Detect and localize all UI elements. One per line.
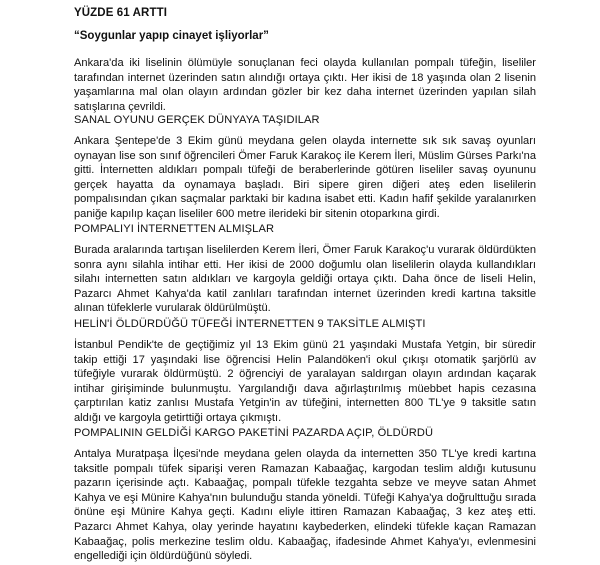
section-heading-1: SANAL OYUNU GERÇEK DÜNYAYA TAŞIDILAR bbox=[74, 114, 320, 126]
section-heading-2: POMPALIYI İNTERNETTEN ALMIŞLAR bbox=[74, 223, 275, 235]
section-body-2: Burada aralarında tartışan liselilerden Kerem İleri, Ömer Faruk Karakoç'u vurarak öldürdükten sonra aynı silahla intihar etti. Her ikisi de 2000 doğumlu olan liselilerin olayda kullandıkları silahı internetten satın aldıkları ve kargoyla geldiği ortaya çıktı. Daha önce de liseli Helin, Pazarcı Ahmet Kahya'da katil zanlıları tarafından internet üzerinden kredi kartına taksitle alınan tüfeklerle vurularak öldürülmüştü. bbox=[74, 244, 536, 315]
section-heading-4: POMPALININ GELDİĞİ KARGO PAKETİNİ PAZARDA AÇIP, ÖLDÜRDÜ bbox=[74, 427, 434, 439]
section-heading-3: HELİN'İ ÖLDÜRDÜĞÜ TÜFEĞİ İNTERNETTEN 9 TAKSİTLE ALMIŞTI bbox=[74, 318, 426, 330]
article-title: YÜZDE 61 ARTTI bbox=[74, 7, 167, 19]
section-body-1: Ankara Şentepe'de 3 Ekim günü meydana gelen olayda internette sık sık savaş oyunları oynayan lise son sınıf öğrencileri Ömer Faruk Karakoç ile Kerem İleri, Müslim Gürses Parkı'na gitti. İnternetten aldıkları pompalı tüfeği de beraberlerinde götüren liseliler savaş oyununu gerçek hayatta da oynamaya başladı. Biri sipere giren diğeri ateş eden liselilerin pompalısından çıkan saçmalar parktaki bir kadına isabet etti. Kadın hafif şekilde yaralanırken paniğe kapılıp kaçan liseliler 600 metre ilerideki bir sitenin otoparkına girdi. bbox=[74, 135, 536, 220]
section-body-4: Antalya Muratpaşa İlçesi'nde meydana gelen olayda da internetten 350 TL'ye kredi kartına taksitle pompalı tüfek siparişi veren Ramazan Kabaağaç, kargodan teslim aldığı kutusunu pazarın içerisinde açtı. Kabaağaç, pompalı tüfekle tezgahta sebze ve meyve satan Ahmet Kahya ve eşi Münire Kahya'nın bulunduğu standa yöneldi. Tüfeği Kahya'ya doğrulttuğu sırada önüne eşi Münire Kahya geçti. Kadını eliyle ittiren Ramazan Kabaağaç, 3 kez ateş etti. Pazarcı Ahmet Kahya, olay yerinde hayatını kaybederken, elindeki tüfekle kaçan Ramazan Kabaağaç, polis merkezine teslim oldu. Kabaağaç, ifadesinde Ahmet Kahya'yı, evlenmesini engellediği için öldürdüğünü söyledi. bbox=[74, 448, 536, 563]
intro-paragraph: Ankara'da iki liselinin ölümüyle sonuçlanan feci olayda kullanılan pompalı tüfeğin, liseliler tarafından internet üzerinden satın alındığı ortaya çıktı. Her ikisi de 18 yaşında olan 2 lisenin yaşamlarına mal olan olayın ardından gözler bir kez daha internet üzerinden yapılan silah satışlarına çevrildi. bbox=[74, 57, 536, 113]
section-body-3: İstanbul Pendik'te de geçtiğimiz yıl 13 Ekim günü 21 yaşındaki Mustafa Yetgin, bir süredir takip ettiği 17 yaşındaki lise öğrencisi Helin Palandöken'i okul çıkışı otomatik şarjörlü av tüfeğiyle vurarak öldürmüştü. 2 öğrenciyi de yaralayan saldırgan olayın ardından kaçarak intihar girişiminde bulunmuştu. Yargılandığı dava ağırlaştırılmış müebbet hapis cezasına çarptırılan katiz zanlısı Mustafa Yetgin'in av tüfeğini, internetten 800 TL'ye 9 taksitle satın aldığı ve kargoyla getirttiği ortaya çıkmıştı. bbox=[74, 339, 536, 424]
article-quote-subtitle: “Soygunlar yapıp cinayet işliyorlar” bbox=[74, 30, 269, 42]
